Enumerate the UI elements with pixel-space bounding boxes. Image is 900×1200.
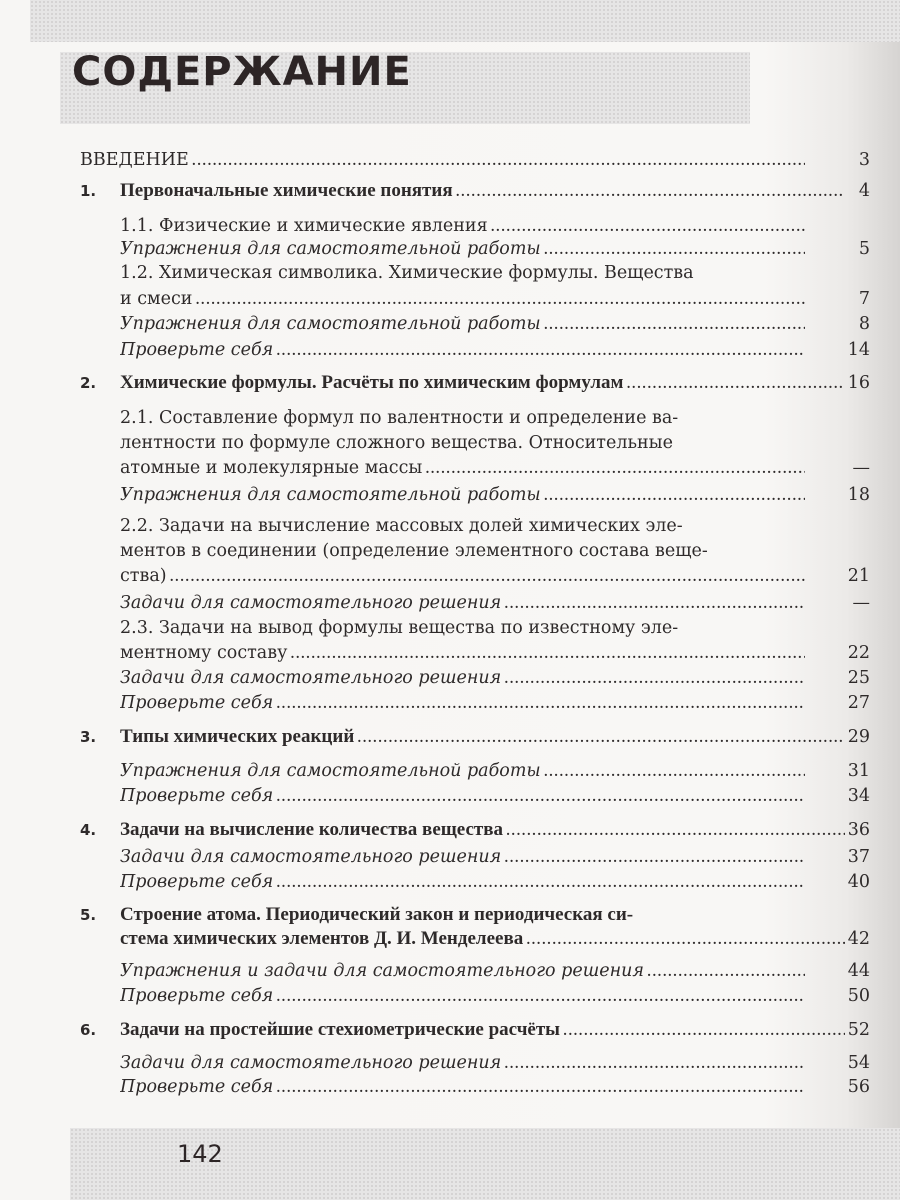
toc-entry-section-cont — [80, 563, 870, 589]
toc-entry-title: 2.3. Задачи на вывод формулы вещества по известному эле- — [120, 618, 679, 638]
toc-entry-exercise — [80, 758, 870, 784]
toc-entry-title: Задачи для самостоятельного решения — [120, 668, 502, 688]
dot-leader — [504, 666, 805, 692]
toc-entry-title: Упражнения для самостоятельной работы — [120, 239, 541, 259]
toc-page-number: 50 — [847, 986, 870, 1006]
toc-entry-section — [80, 405, 870, 431]
toc-page-number: 4 — [858, 181, 870, 201]
toc-entry-section — [80, 260, 870, 286]
toc-entry-title: Проверьте себя — [120, 340, 274, 360]
toc-entry-title: Задачи для самостоятельного решения — [120, 847, 502, 867]
toc-entry-title: лентности по формуле сложного вещества. Относительные — [120, 433, 673, 453]
chapter-number: 2. — [80, 374, 97, 392]
toc-entry-exercise — [80, 482, 870, 508]
dot-leader — [627, 371, 846, 397]
toc-entry-title: Строение атома. Периодический закон и периодическая си- — [120, 904, 634, 925]
toc-entry-section-cont — [80, 538, 870, 564]
toc-entry-title: Упражнения и задачи для самостоятельного решения — [120, 961, 645, 981]
toc-entry-title: Проверьте себя — [120, 786, 274, 806]
dot-leader — [544, 312, 805, 338]
toc-entry-intro — [80, 147, 870, 173]
toc-page-number: 22 — [847, 643, 870, 663]
toc-entry-title: стема химических элементов Д. И. Менделеева — [120, 928, 524, 949]
toc-entry-section-cont — [80, 286, 870, 312]
toc-entry-title: 1.2. Химическая символика. Химические формулы. Вещества — [120, 263, 694, 283]
top-halftone-strip — [30, 0, 900, 42]
toc-page-number: 8 — [858, 314, 870, 334]
toc-page-number: 27 — [847, 693, 870, 713]
toc-page-number: 5 — [858, 239, 870, 259]
toc-entry-exercise — [80, 236, 870, 262]
dot-leader — [276, 1075, 805, 1101]
toc-entry-chapter-cont — [80, 926, 870, 952]
chapter-number: 6. — [80, 1021, 97, 1039]
dot-leader — [456, 179, 845, 205]
toc-entry-check — [80, 1074, 870, 1100]
toc-page-number: 44 — [847, 961, 870, 981]
toc-entry-title: 2.1. Составление формул по валентности и определение ва- — [120, 408, 679, 428]
toc-entry-check — [80, 783, 870, 809]
toc-entry-title: Упражнения для самостоятельной работы — [120, 761, 541, 781]
dot-leader — [357, 725, 845, 751]
toc-entry-title: Проверьте себя — [120, 1077, 274, 1097]
toc-entry-exercise — [80, 1050, 870, 1076]
dot-leader — [563, 1018, 845, 1044]
toc-entry-title: Химические формулы. Расчёты по химическим формулам — [120, 372, 624, 393]
toc-entry-title: 1.1. Физические и химические явления — [120, 216, 488, 236]
dot-leader — [504, 591, 805, 617]
toc-entry-title: ментному составу — [120, 643, 288, 663]
toc-entry-exercise — [80, 844, 870, 870]
toc-entry-check — [80, 983, 870, 1009]
toc-page-number: 21 — [847, 566, 870, 586]
toc-entry-exercise — [80, 958, 870, 984]
toc-entry-title: Первоначальные химические понятия — [120, 180, 453, 201]
chapter-number: 1. — [80, 182, 97, 200]
dot-leader — [526, 927, 845, 953]
dot-leader — [195, 287, 805, 313]
dot-leader — [504, 845, 805, 871]
toc-entry-check — [80, 337, 870, 363]
dot-leader — [290, 641, 805, 667]
toc-entry-title: ства) — [120, 566, 167, 586]
chapter-number: 5. — [80, 906, 97, 924]
dot-leader — [276, 691, 805, 717]
dot-leader — [276, 870, 805, 896]
toc-page-number: 18 — [847, 485, 870, 505]
toc-entry-title: атомные и молекулярные массы — [120, 458, 423, 478]
toc-page-number: 40 — [847, 872, 870, 892]
toc-page-number: 25 — [847, 668, 870, 688]
dot-leader — [192, 148, 805, 174]
dot-leader — [544, 483, 805, 509]
toc-entry-title: Упражнения для самостоятельной работы — [120, 485, 541, 505]
toc-entry-chapter — [80, 902, 870, 928]
dot-leader — [170, 564, 805, 590]
toc-page-number: 37 — [847, 847, 870, 867]
toc-page-number: 34 — [847, 786, 870, 806]
toc-entry-title: ВВЕДЕНИЕ — [80, 150, 189, 170]
toc-page-number: 36 — [847, 820, 870, 840]
dot-leader — [647, 959, 805, 985]
toc-page-number: 42 — [847, 929, 870, 949]
toc-entry-title: ментов в соединении (определение элементного состава веще- — [120, 541, 708, 561]
toc-entry-title: Проверьте себя — [120, 693, 274, 713]
toc-page-number: 54 — [847, 1053, 870, 1073]
dot-leader — [506, 818, 845, 844]
toc-page-number: 56 — [847, 1077, 870, 1097]
toc-entry-section — [80, 615, 870, 641]
toc-entry-exercise — [80, 590, 870, 616]
dot-leader — [425, 456, 805, 482]
toc-entry-title: Проверьте себя — [120, 986, 274, 1006]
toc-entry-check — [80, 690, 870, 716]
toc-entry-title: Задачи на простейшие стехиометрические расчёты — [120, 1019, 561, 1040]
toc-entry-chapter — [80, 724, 870, 750]
toc-page-number: 52 — [847, 1020, 870, 1040]
toc-entry-section-cont — [80, 455, 870, 481]
toc-entry-title: Задачи на вычисление количества вещества — [120, 819, 503, 840]
chapter-number: 4. — [80, 821, 97, 839]
toc-entry-title: и смеси — [120, 289, 193, 309]
toc-entry-chapter — [80, 1017, 870, 1043]
dot-leader — [276, 784, 805, 810]
toc-entry-section — [80, 513, 870, 539]
chapter-number: 3. — [80, 728, 97, 746]
toc-entry-section-cont — [80, 640, 870, 666]
toc-page-number: — — [852, 458, 870, 478]
toc-entry-chapter — [80, 178, 870, 204]
toc-page-number: 29 — [847, 727, 870, 747]
dot-leader — [544, 759, 805, 785]
toc-page-number: 14 — [847, 340, 870, 360]
toc-page-number: — — [852, 593, 870, 613]
toc-page-number: 31 — [847, 761, 870, 781]
dot-leader — [276, 984, 805, 1010]
toc-entry-section-cont — [80, 430, 870, 456]
toc-entry-chapter — [80, 817, 870, 843]
toc-entry-title: Задачи для самостоятельного решения — [120, 593, 502, 613]
toc-page-number: 7 — [858, 289, 870, 309]
toc-entry-title: Упражнения для самостоятельной работы — [120, 314, 541, 334]
toc-page-number: 3 — [858, 150, 870, 170]
toc-entry-title: Типы химических реакций — [120, 726, 355, 747]
toc-entry-title: 2.2. Задачи на вычисление массовых долей химических эле- — [120, 516, 683, 536]
toc-entry-check — [80, 869, 870, 895]
toc-entry-title: Задачи для самостоятельного решения — [120, 1053, 502, 1073]
page-number: 142 — [177, 1140, 223, 1168]
dot-leader — [276, 338, 805, 364]
toc-entry-exercise — [80, 311, 870, 337]
toc-entry-exercise — [80, 665, 870, 691]
toc-page-number: 16 — [847, 373, 870, 393]
toc-entry-chapter — [80, 370, 870, 396]
toc-entry-title: Проверьте себя — [120, 872, 274, 892]
page-title: СОДЕРЖАНИЕ — [72, 49, 412, 95]
